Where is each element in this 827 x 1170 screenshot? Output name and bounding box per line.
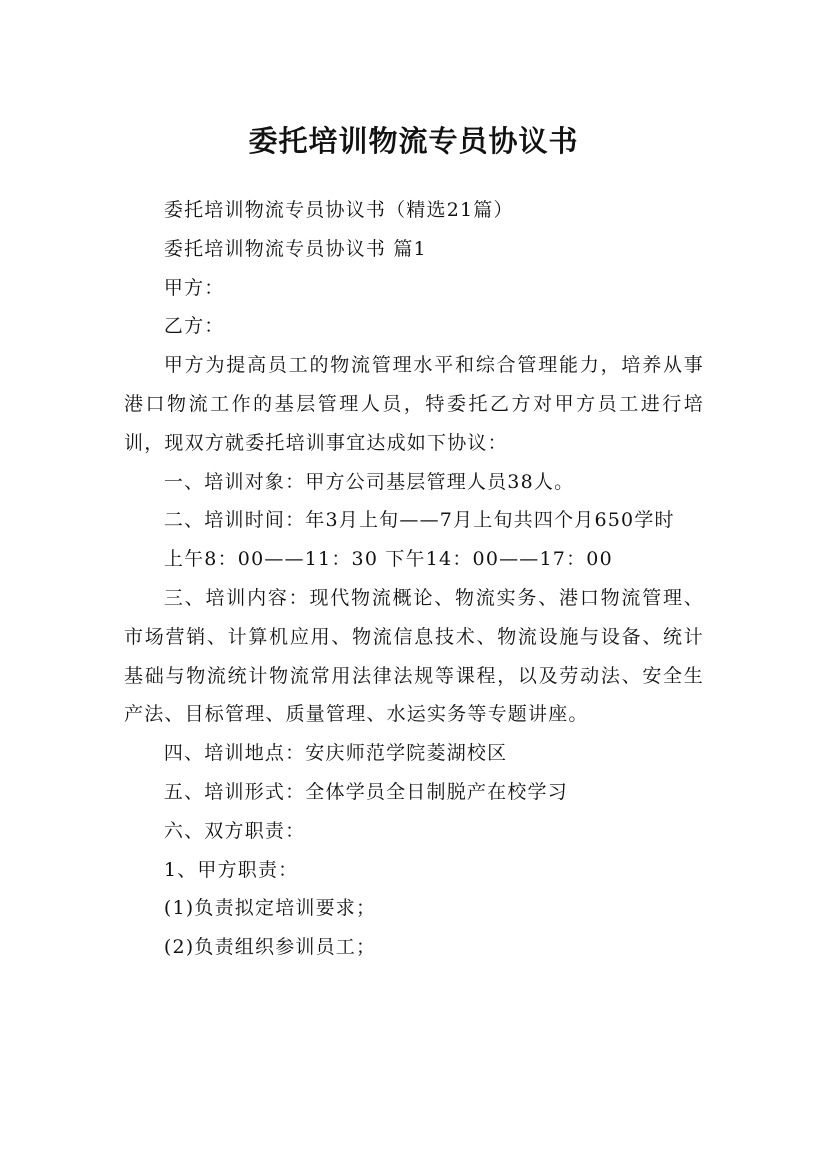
paragraph-training-time: 二、培训时间：年3月上旬——7月上旬共四个月650学时 xyxy=(163,509,675,532)
paragraph-training-content: 三、培训内容：现代物流概论、物流实务、港口物流管理、市场营销、计算机应用、物流信息技术、物流设施与设备、统计基础与物流统计物流常用法律法规等课程，以及劳动法、安全生产法、目标管理、质量管理、水运实务等专题讲座。 xyxy=(124,586,704,726)
paragraph-party-a: 甲方： xyxy=(163,276,225,299)
paragraph-training-format: 五、培训形式：全体学员全日制脱产在校学习 xyxy=(163,780,568,803)
paragraph-subtitle: 委托培训物流专员协议书（精选21篇） xyxy=(163,199,514,221)
paragraph-party-a-responsibilities: 1、甲方职责： xyxy=(163,858,299,881)
paragraph-party-b: 乙方： xyxy=(163,315,225,338)
paragraph-responsibilities: 六、双方职责： xyxy=(163,819,306,842)
paragraph-daily-schedule: 上午8：00——11：30 下午14：00——17：00 xyxy=(163,548,613,571)
document-title: 委托培训物流专员协议书 xyxy=(248,124,579,159)
paragraph-training-location: 四、培训地点：安庆师范学院菱湖校区 xyxy=(163,742,508,765)
paragraph-section-heading: 委托培训物流专员协议书 篇1 xyxy=(163,237,427,260)
paragraph-responsibility-1: (1)负责拟定培训要求； xyxy=(163,897,377,920)
document-body xyxy=(124,191,704,967)
paragraph-intro: 甲方为提高员工的物流管理水平和综合管理能力，培养从事港口物流工作的基层管理人员，特委托乙方对甲方员工进行培训，现双方就委托培训事宜达成如下协议： xyxy=(124,354,704,454)
paragraph-responsibility-2: (2)负责组织参训员工； xyxy=(163,936,377,959)
paragraph-training-target: 一、培训对象：甲方公司基层管理人员38人。 xyxy=(163,470,575,493)
